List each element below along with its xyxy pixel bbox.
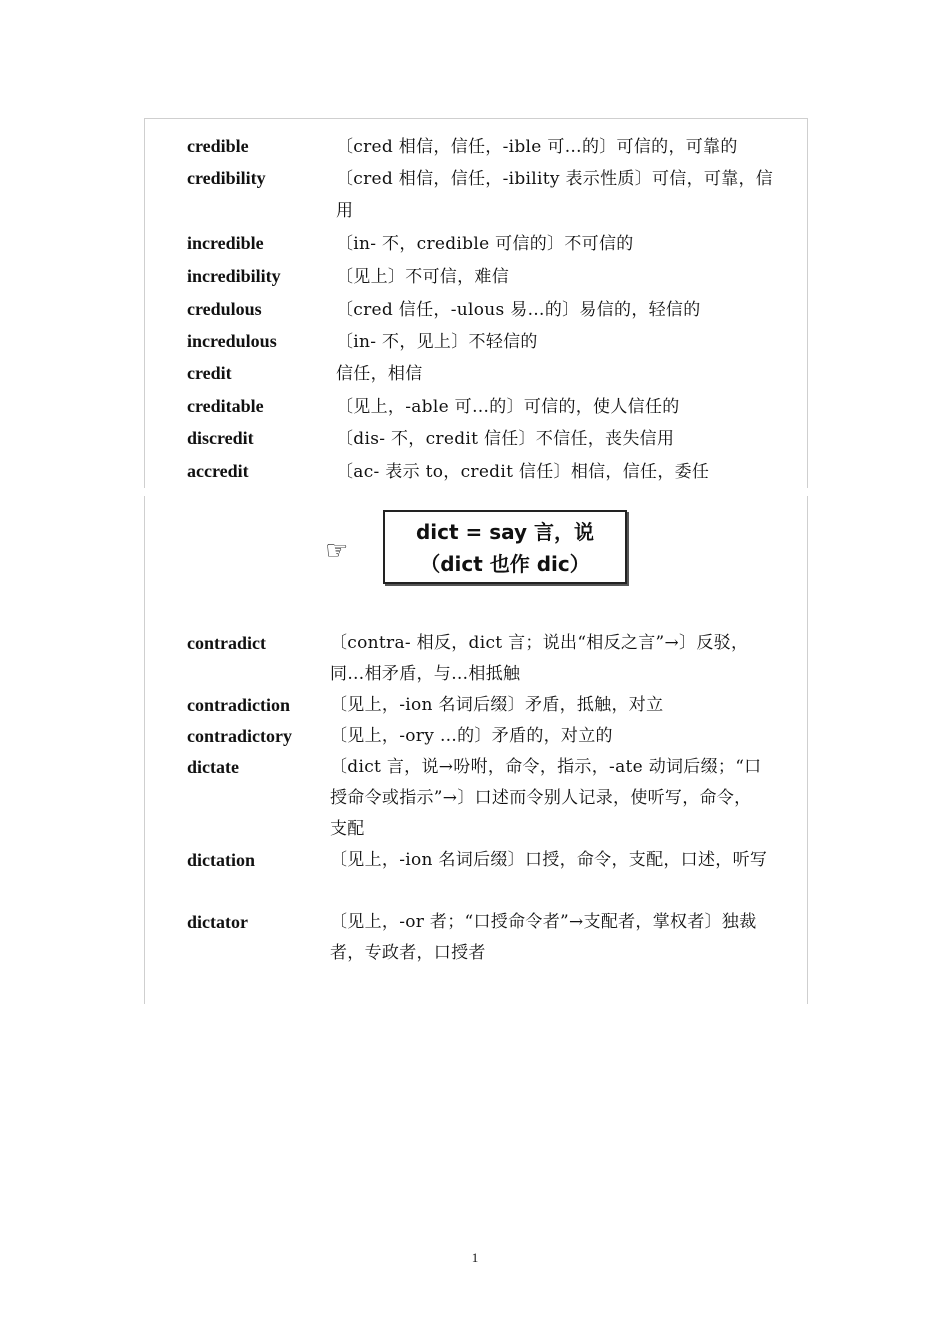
entry-definition: 〔dict 言，说→吩咐，命令，指示，-ate 动词后缀；“口授命令或指示”→〕口述而令别人记录，使听写，命令，支配: [330, 757, 762, 839]
entry-definition: 〔见上，-able 可…的〕可信的，使人信任的: [336, 397, 680, 417]
pointing-hand-icon: ☞: [325, 536, 349, 566]
entry-word: incredibility: [187, 266, 281, 286]
entry-word: creditable: [187, 396, 264, 416]
dict-word-panel: [144, 496, 808, 1004]
entry-word: dictator: [187, 912, 248, 932]
credible-word-panel: [144, 118, 808, 488]
entry-word: discredit: [187, 428, 254, 448]
entry-word: dictation: [187, 850, 256, 870]
word-root-box: [383, 510, 627, 584]
entry-word: contradictory: [187, 726, 292, 746]
entry-definition: 〔dis- 不，credit 信任〕不信任，丧失信用: [336, 429, 675, 449]
entry-definition: 〔见上，-ion 名词后缀〕矛盾，抵触，对立: [330, 695, 664, 715]
root-variant-note: （dict 也作 dic）: [420, 552, 590, 576]
entry-definition: 信任，相信: [336, 364, 423, 384]
entry-definition: 〔cred 相信，信任，-ibility 表示性质〕可信，可靠，信用: [336, 169, 774, 221]
page-number: 1: [471, 1250, 479, 1265]
entry-definition: 〔见上〕不可信，难信: [336, 267, 509, 287]
entry-definition: 〔见上，-or 者；“口授命令者”→支配者，掌权者〕独裁者，专政者，口授者: [330, 912, 757, 963]
entry-definition: 〔ac- 表示 to，credit 信任〕相信，信任，委任: [336, 462, 710, 482]
entry-word: credulous: [187, 299, 262, 319]
entry-word: incredible: [187, 233, 264, 253]
entry-word: credibility: [187, 168, 266, 188]
entry-definition: 〔in- 不，见上〕不轻信的: [336, 332, 538, 352]
entry-word: contradict: [187, 633, 266, 653]
entry-definition: 〔cred 信任，-ulous 易…的〕易信的，轻信的: [336, 300, 701, 320]
entry-definition: 〔in- 不，credible 可信的〕不可信的: [336, 234, 634, 254]
entry-word: incredulous: [187, 331, 277, 351]
entry-word: contradiction: [187, 695, 290, 715]
entry-word: accredit: [187, 461, 249, 481]
entry-definition: 〔见上，-ion 名词后缀〕口授，命令，支配，口述，听写: [330, 850, 768, 870]
entry-definition: 〔contra- 相反，dict 言；说出“相反之言”→〕反驳，同…相矛盾，与…相抵触: [330, 633, 749, 684]
entry-definition: 〔cred 相信，信任，-ible 可…的〕可信的，可靠的: [336, 137, 738, 157]
entry-word: dictate: [187, 757, 239, 777]
root-definition: dict = say 言，说: [415, 520, 595, 544]
entry-word: credible: [187, 136, 249, 156]
entry-word: credit: [187, 363, 232, 383]
entry-definition: 〔见上，-ory …的〕矛盾的，对立的: [330, 726, 613, 746]
